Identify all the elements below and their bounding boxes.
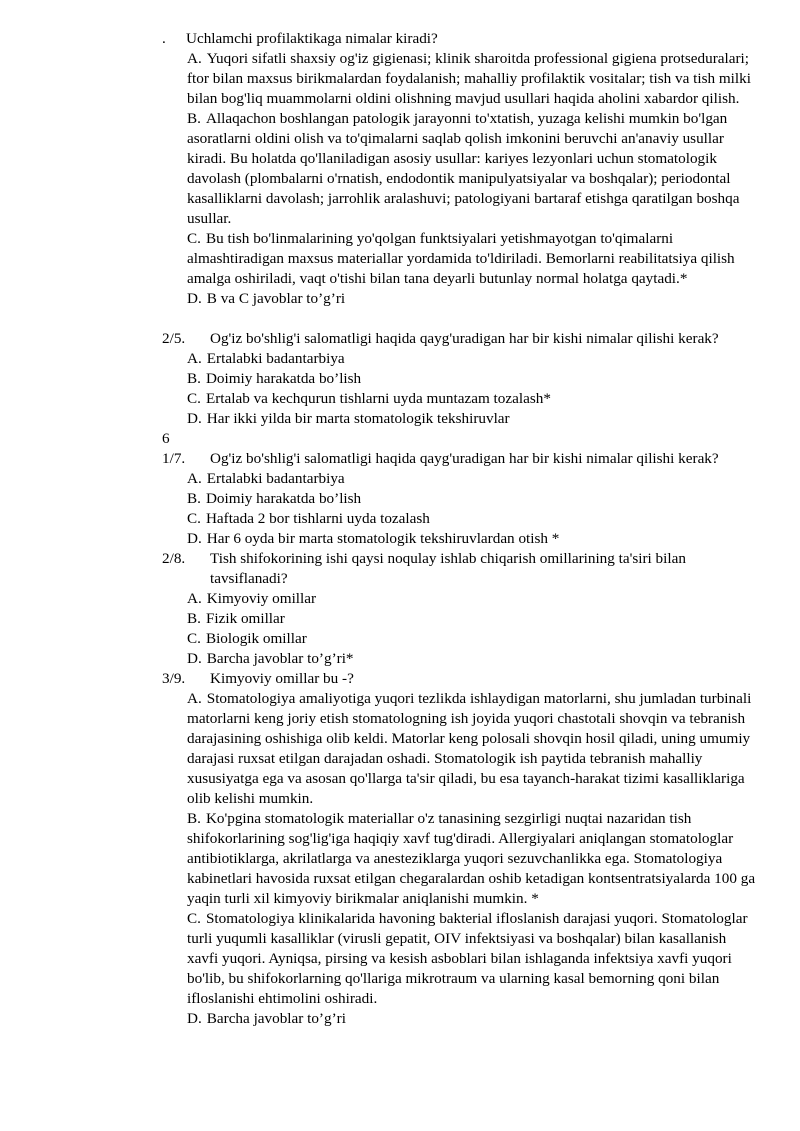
option-letter: B. [187, 490, 201, 507]
answer-option [187, 469, 757, 489]
question-header [0, 449, 800, 469]
question-header [0, 29, 800, 49]
option-letter: D. [187, 530, 202, 547]
option-letter: A. [187, 470, 202, 487]
answer-option [187, 809, 757, 909]
option-text: Ertalabki badantarbiya [206, 470, 345, 487]
question-number: 1/7. [162, 450, 186, 467]
question-block [0, 329, 800, 429]
answer-option [187, 629, 757, 649]
option-text: Har 6 oyda bir marta stomatologik tekshiruvlardan otish * [206, 530, 560, 547]
option-text: B va C javoblar to’g’ri [206, 290, 346, 307]
question-number: 2/8. [162, 550, 186, 567]
answer-option [187, 649, 757, 669]
answer-option [187, 109, 757, 229]
option-text: Ko'pgina stomatologik materiallar o'z tanasining sezgirligi nuqtai nazaridan tish shifokorlarining sog'lig'iga haqiqiy xavf tug'diradi. Allergiyalari aniqlangan stomatologlar antibiotiklarga, akrilatlarga va anesteziklarga yuqori sezuvchanlikka ega. Stomatologiya kabinetlari havosida ruxsat etilgan chegaralardan oshib ketadigan kontsentratsiyalarda 100 ga yaqin turli xil kimyoviy birikmalar aniqlanishi mumkin. * [187, 810, 756, 907]
answer-option [187, 289, 757, 309]
option-letter: B. [187, 110, 201, 127]
question-number: 2/5. [162, 330, 186, 347]
answer-option [187, 689, 757, 809]
answer-option [187, 349, 757, 369]
answer-option [187, 909, 757, 1009]
option-text: Fizik omillar [205, 610, 285, 627]
option-letter: B. [187, 370, 201, 387]
option-text: Stomatologiya klinikalarida havoning bakterial ifloslanish darajasi yuqori. Stomatologlar turli yuqumli kasalliklar (virusli gepatit, OIV infektsiyasi va boshqalar) bilan kasallanish xavfi yuqori. Ayniqsa, pirsing va kesish asboblari bilan ishlaganda infektsiya xavfi yuqori bo'lib, bu shifokorlarning qo'llariga mikrotraum va ularning kasal bemorning qoni bilan ifloslanishi ehtimolini oshiradi. [187, 910, 748, 1007]
answer-option [187, 369, 757, 389]
option-text: Bu tish bo'linmalarining yo'qolgan funktsiyalari yetishmayotgan to'qimalarni almashtiradigan maxsus materiallar yordamida to'ldiriladi. Bemorlarni reabilitatsiya qilish amalga oshiriladi, vaqt o'tishi bilan tana deyarli butunlay normal holatga qaytadi.* [187, 230, 735, 287]
question-header [0, 329, 800, 349]
option-letter: C. [187, 910, 201, 927]
option-letter: C. [187, 390, 201, 407]
option-text: Biologik omillar [205, 630, 307, 647]
option-letter: A. [187, 50, 202, 67]
answer-option [187, 409, 757, 429]
question-block [0, 669, 800, 1029]
option-text: Barcha javoblar to’g’ri* [206, 650, 354, 667]
option-letter: A. [187, 350, 202, 367]
question-header [0, 669, 800, 689]
option-text: Har ikki yilda bir marta stomatologik tekshiruvlar [206, 410, 510, 427]
question-text: Kimyoviy omillar bu -? [210, 670, 354, 687]
question-number: 3/9. [162, 670, 186, 687]
option-text: Yuqori sifatli shaxsiy og'iz gigienasi; klinik sharoitda professional gigiena protseduralari; ftor bilan maxsus birikmalardan foydalanish; mahalliy profilaktik vositalar; tish va tish milki bilan bog'liq muammolarni oldini olishning mavjud usullari haqida aholini xabardor qilish. [187, 50, 751, 107]
answer-option [187, 1009, 757, 1029]
option-text: Barcha javoblar to’g’ri [206, 1010, 346, 1027]
question-text: Og'iz bo'shlig'i salomatligi haqida qayg'uradigan har bir kishi nimalar qilishi kerak? [210, 330, 719, 347]
question-header [0, 549, 800, 589]
option-letter: C. [187, 230, 201, 247]
option-text: Doimiy harakatda bo’lish [205, 490, 362, 507]
question-block [0, 29, 800, 309]
option-text: Kimyoviy omillar [206, 590, 317, 607]
option-letter: D. [187, 1010, 202, 1027]
answer-option [187, 229, 757, 289]
option-text: Allaqachon boshlangan patologik jarayonni to'xtatish, yuzaga kelishi mumkin bo'lgan asoratlarni oldini olish va to'qimalarni saqlab qolish imkonini beruvchi an'anaviy usullar kiradi. Bu holatda qo'llaniladigan asosiy usullar: kariyes lezyonlari uchun stomatologik davolash (plombalarni o'rnatish, endodontik manipulyatsiyalar va boshqalar); periodontal kasalliklarni davolash; jarrohlik aralashuvi; patologiyani bartaraf etishga qaratilgan boshqa usullar. [187, 110, 740, 227]
option-text: Stomatologiya amaliyotiga yuqori tezlikda ishlaydigan matorlarni, shu jumladan turbinali matorlarni keng joriy etish stomatologning ish joyida yuqori chastotali shovqin va tebranish darajasining oshishiga olib keldi. Matorlar keng polosali shovqin hosil qiladi, uning umumiy darajasi ruxsat etilgan darajadan oshadi. Stomatologik ish paytida tebranish mahalliy xususiyatga ega va asosan qo'llarga ta'sir qiladi, bu esa tayanch-harakat tizimi kasalliklariga olib kelishi mumkin. [187, 690, 752, 807]
answer-option [187, 489, 757, 509]
question-block [0, 549, 800, 669]
question-text: Uchlamchi profilaktikaga nimalar kiradi? [186, 30, 438, 47]
question-text: Og'iz bo'shlig'i salomatligi haqida qayg'uradigan har bir kishi nimalar qilishi kerak? [210, 450, 719, 467]
option-letter: A. [187, 590, 202, 607]
stray-number: 6 [162, 430, 170, 447]
question-number: . [162, 30, 166, 47]
option-text: Haftada 2 bor tishlarni uyda tozalash [205, 510, 430, 527]
document-page [0, 29, 800, 1029]
option-letter: B. [187, 810, 201, 827]
option-letter: A. [187, 690, 202, 707]
option-letter: C. [187, 510, 201, 527]
option-letter: B. [187, 610, 201, 627]
question-text: Tish shifokorining ishi qaysi noqulay ishlab chiqarish omillarining ta'siri bilan tavsiflanadi? [210, 550, 686, 587]
option-text: Doimiy harakatda bo’lish [205, 370, 362, 387]
answer-option [187, 589, 757, 609]
answer-option [187, 529, 757, 549]
option-letter: D. [187, 290, 202, 307]
option-letter: D. [187, 650, 202, 667]
option-letter: D. [187, 410, 202, 427]
answer-option [187, 609, 757, 629]
question-block [0, 449, 800, 549]
blank-line [0, 309, 800, 329]
answer-option [187, 509, 757, 529]
option-text: Ertalabki badantarbiya [206, 350, 345, 367]
answer-option [187, 389, 757, 409]
option-text: Ertalab va kechqurun tishlarni uyda muntazam tozalash* [205, 390, 551, 407]
answer-option [187, 49, 757, 109]
option-letter: C. [187, 630, 201, 647]
